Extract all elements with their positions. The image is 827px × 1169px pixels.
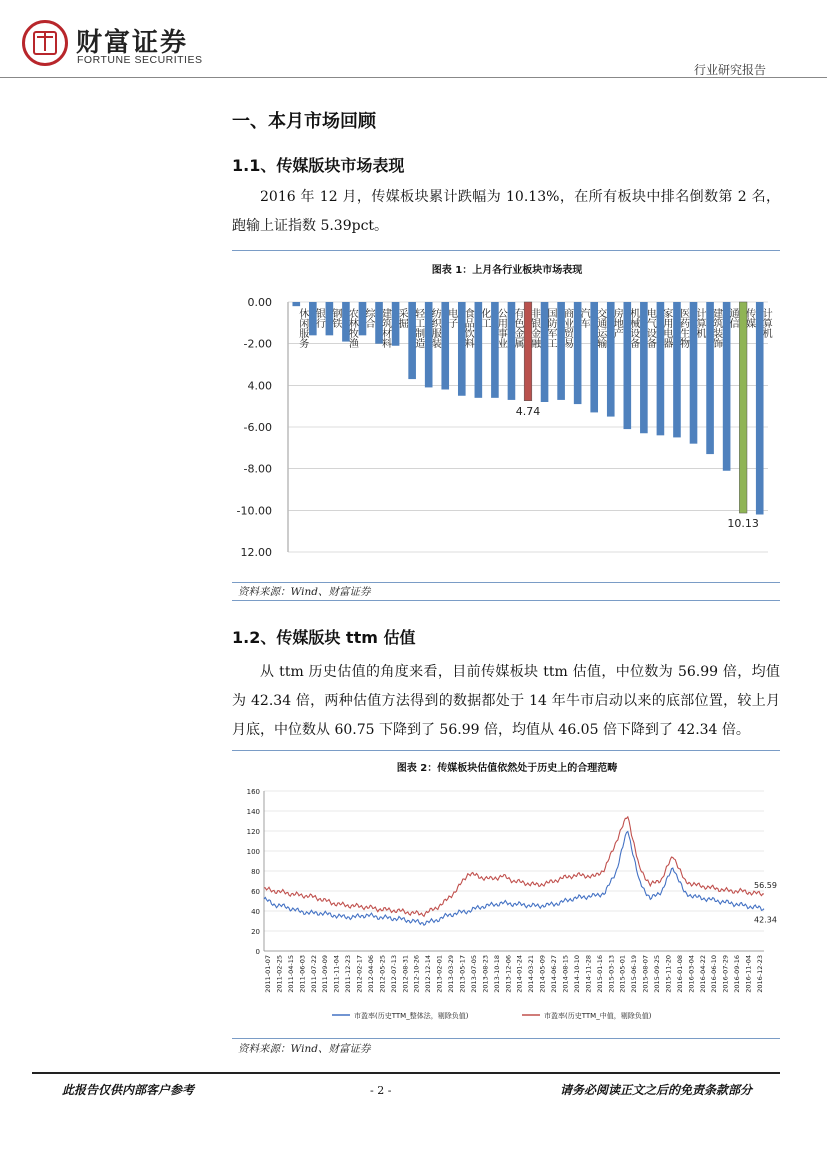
- category-label: 房地产: [611, 308, 623, 338]
- figure-2-source: 资料来源：Wind、财富证券: [238, 1043, 371, 1055]
- footer-disclaimer-right: 请务必阅读正文之后的免责条款部分: [560, 1083, 753, 1097]
- x-tick-label: 2014-05-09: [538, 955, 547, 993]
- x-tick-label: 2012-07-13: [389, 955, 398, 993]
- y-tick-label: 0: [255, 948, 260, 956]
- y-tick-label: -2.00: [243, 337, 272, 351]
- category-label: 纺织服装: [429, 308, 441, 348]
- y-tick-label: 100: [246, 848, 260, 856]
- x-tick-label: 2012-04-06: [366, 955, 375, 993]
- company-name-en: FORTUNE SECURITIES: [77, 54, 203, 66]
- footer-divider: [32, 1072, 780, 1074]
- y-tick-label: -6.00: [243, 421, 272, 434]
- category-label: 化工: [478, 308, 490, 328]
- category-label: 电子: [445, 308, 457, 328]
- footer-disclaimer-left: 此报告仅供内部客户参考: [62, 1083, 195, 1097]
- x-tick-label: 2013-03-29: [447, 955, 456, 993]
- category-label: 农林牧渔: [346, 308, 358, 348]
- x-tick-label: 2011-01-07: [264, 955, 272, 993]
- x-tick-label: 2013-05-17: [458, 955, 467, 993]
- x-tick-label: 2016-04-22: [698, 955, 707, 993]
- x-tick-label: 2016-09-16: [733, 955, 742, 993]
- category-label: 银行: [313, 308, 325, 328]
- figure-2-line-chart: [232, 775, 780, 1035]
- y-tick-label: 120: [246, 828, 260, 836]
- bar: [739, 302, 747, 513]
- x-tick-label: 2014-01-24: [515, 955, 524, 993]
- figure-1-source: 资料来源：Wind、财富证券: [238, 586, 371, 598]
- category-label: 医药生物: [677, 308, 689, 348]
- figure-1-bar-chart: [232, 282, 780, 578]
- y-tick-label: 60: [251, 888, 260, 896]
- category-label: 轻工制造: [412, 308, 424, 348]
- x-tick-label: 2012-05-25: [378, 955, 387, 993]
- x-tick-label: 2011-09-09: [321, 955, 330, 993]
- x-tick-label: 2016-03-04: [687, 955, 696, 993]
- y-tick-label: 4.00: [247, 379, 272, 393]
- x-tick-label: 2015-05-01: [618, 955, 627, 993]
- legend-label: 市盈率(历史TTM_中值，剔除负值): [544, 1012, 652, 1020]
- category-label: 汽车: [578, 308, 590, 328]
- header-divider: [0, 77, 827, 78]
- x-tick-label: 2015-09-25: [653, 955, 662, 993]
- category-label: 休闲服务: [296, 308, 308, 348]
- x-tick-label: 2016-01-08: [675, 955, 684, 993]
- y-tick-label: 140: [246, 808, 260, 816]
- y-tick-label: 40: [251, 908, 260, 916]
- x-tick-label: 2015-08-07: [641, 955, 650, 993]
- x-tick-label: 2014-10-10: [572, 955, 581, 993]
- category-label: 交通运输: [594, 308, 606, 348]
- subsection-2-paragraph: 从 ttm 历史估值的角度来看，目前传媒板块 ttm 估值，中位数为 56.99 倍，均值为 42.34 倍，两种估值方法得到的数据都处于 14 年牛市启动以来的底部位置，较上月月底，中位数从 60.75 下降到了 56.99 倍，均值从 46.05 倍下降到了 42.34 倍。: [232, 664, 780, 738]
- category-label: 非银金融: [528, 308, 540, 348]
- figure-1-top-rule: [232, 250, 780, 251]
- company-logo-icon: [22, 20, 68, 66]
- x-tick-label: 2016-12-23: [756, 955, 764, 993]
- y-tick-label: 80: [251, 868, 260, 876]
- category-label: 机械设备: [627, 308, 639, 348]
- bar: [292, 302, 300, 306]
- x-tick-label: 2013-07-05: [469, 955, 478, 993]
- y-tick-label: 12.00: [240, 546, 272, 559]
- y-tick-label: 20: [251, 928, 260, 936]
- x-tick-label: 2013-08-23: [481, 955, 490, 993]
- y-tick-label: 0.00: [247, 296, 272, 309]
- figure-2-bottom-rule: [232, 1038, 780, 1039]
- category-label: 建筑装饰: [710, 308, 722, 348]
- category-label: 钢铁: [329, 308, 341, 328]
- subsection-2-title: 1.2、传媒版块 ttm 估值: [232, 628, 416, 647]
- category-label: 公用事业: [495, 308, 507, 348]
- x-tick-label: 2012-12-14: [424, 955, 433, 993]
- section-title: 一、本月市场回顾: [232, 111, 376, 132]
- y-tick-label: -8.00: [243, 462, 272, 476]
- category-label: 国防军工: [545, 308, 557, 348]
- x-tick-label: 2011-07-22: [309, 955, 318, 993]
- figure-1-bottom-rule: [232, 582, 780, 583]
- category-label: 建筑材料: [379, 308, 391, 348]
- x-tick-label: 2011-06-03: [298, 955, 307, 993]
- category-label: 食品饮料: [462, 308, 474, 348]
- category-label: 传媒: [743, 308, 755, 328]
- x-tick-label: 2015-11-20: [664, 955, 673, 993]
- x-tick-label: 2016-06-10: [710, 955, 719, 993]
- category-label: 家用电器: [660, 308, 672, 348]
- x-tick-label: 2015-03-13: [607, 955, 616, 993]
- report-type: 行业研究报告: [694, 63, 767, 77]
- data-label: 10.13: [727, 517, 759, 531]
- x-tick-label: 2014-06-27: [550, 955, 559, 993]
- x-tick-label: 2012-10-26: [412, 955, 421, 993]
- x-tick-label: 2016-11-04: [744, 955, 753, 993]
- category-label: 有色金属: [511, 308, 523, 348]
- x-tick-label: 2012-02-17: [355, 955, 364, 993]
- subsection-1-title: 1.1、传媒版块市场表现: [232, 156, 405, 175]
- x-tick-label: 2011-11-04: [332, 955, 341, 993]
- x-tick-label: 2011-02-25: [275, 955, 284, 993]
- page-number: - 2 -: [370, 1084, 392, 1097]
- x-tick-label: 2013-10-18: [492, 955, 501, 993]
- series-line: [264, 817, 764, 916]
- figure-1-title: 图表 1：上月各行业板块市场表现: [431, 265, 583, 276]
- category-label: 综合: [362, 308, 374, 328]
- category-label: 电气设备: [644, 308, 656, 348]
- x-tick-label: 2014-03-21: [527, 955, 536, 993]
- category-label: 计算机: [694, 308, 706, 338]
- figure-1-source-rule: [232, 600, 780, 601]
- x-tick-label: 2013-12-06: [504, 955, 513, 993]
- company-name-cn: 财富证券: [76, 28, 189, 58]
- x-tick-label: 2016-07-29: [721, 955, 730, 993]
- category-label: 商业贸易: [561, 308, 573, 348]
- x-tick-label: 2014-08-15: [561, 955, 570, 993]
- category-label: 通信: [727, 308, 739, 328]
- series-end-label: 56.59: [754, 881, 777, 891]
- category-label: 计算机: [760, 308, 772, 338]
- x-tick-label: 2015-06-19: [630, 955, 639, 993]
- subsection-1-paragraph: 2016 年 12 月，传媒板块累计跌幅为 10.13%，在所有板块中排名倒数第 2 名，跑输上证指数 5.39pct。: [232, 189, 780, 234]
- category-label: 采掘: [396, 308, 408, 328]
- figure-2-top-rule: [232, 750, 780, 751]
- legend-label: 市盈率(历史TTM_整体法，剔除负值): [354, 1012, 469, 1020]
- y-tick-label: 160: [246, 788, 260, 796]
- figure-2-title: 图表 2：传媒板块估值依然处于历史上的合理范畴: [396, 763, 618, 774]
- x-tick-label: 2013-02-01: [435, 955, 444, 993]
- x-tick-label: 2012-08-31: [401, 955, 410, 993]
- x-tick-label: 2015-01-16: [595, 955, 604, 993]
- series-end-label: 42.34: [754, 915, 777, 925]
- y-tick-label: -10.00: [236, 504, 272, 518]
- x-tick-label: 2014-11-28: [584, 955, 593, 993]
- x-tick-label: 2011-04-15: [286, 955, 295, 993]
- x-tick-label: 2011-12-23: [344, 955, 353, 993]
- data-label: 4.74: [515, 404, 541, 418]
